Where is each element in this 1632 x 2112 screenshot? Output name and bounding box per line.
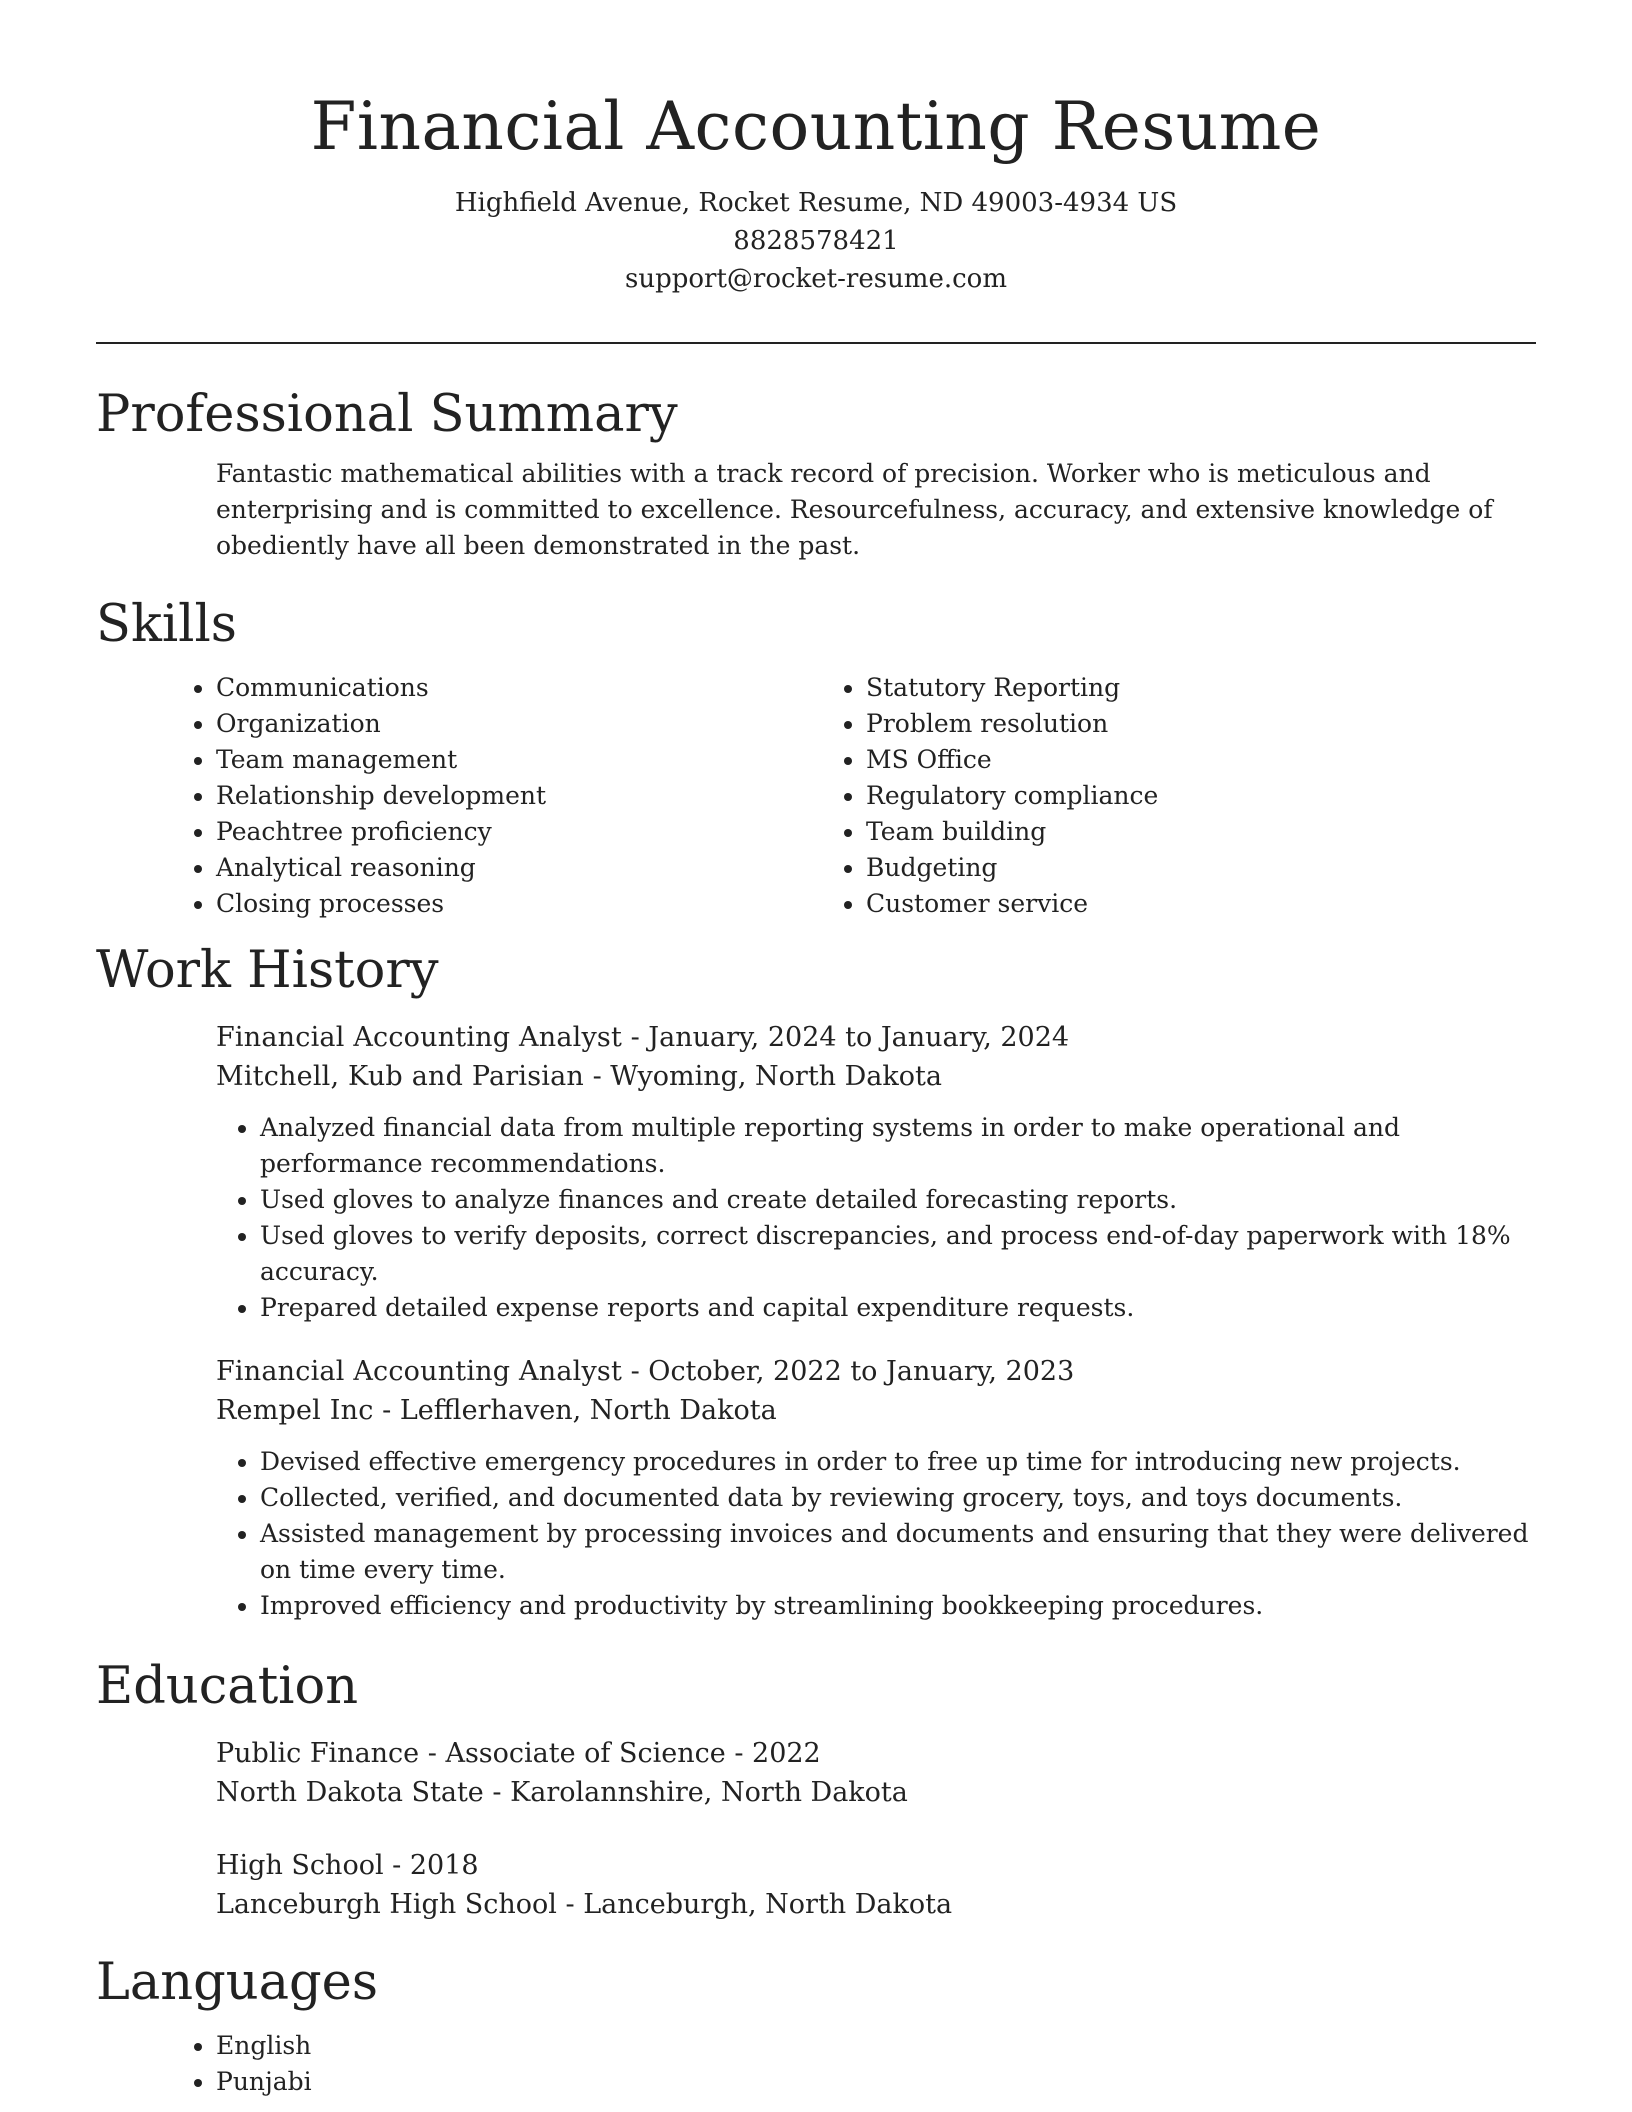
education-year: - 2022 (725, 1738, 821, 1769)
job-title-line (216, 1018, 1536, 1057)
resume-content (96, 378, 1536, 2100)
skill-item: • Organization (216, 706, 866, 742)
job-bullet: • Prepared detailed expense reports and capital expenditure requests. (260, 1290, 1536, 1326)
header-divider (96, 342, 1536, 344)
job-company: Rempel Inc (216, 1395, 374, 1426)
job-company: Mitchell, Kub and Parisian (216, 1061, 585, 1092)
languages-list (172, 2028, 1536, 2100)
education-school-line (216, 1773, 1536, 1812)
education-entry (216, 1846, 1536, 1924)
skill-item: • Regulatory compliance (866, 778, 1516, 814)
job-bullet: • Used gloves to verify deposits, correct discrepancies, and process end-of-day paperwork with 18% accuracy. (260, 1218, 1536, 1290)
skill-item: • Team management (216, 742, 866, 778)
education-location: - Karolannshire, North Dakota (483, 1777, 908, 1808)
job-entry (216, 1352, 1536, 1624)
job-dates: - January, 2024 to January, 2024 (622, 1022, 1070, 1053)
language-item: • English (216, 2028, 1536, 2064)
resume-header (0, 0, 1632, 298)
job-bullet: • Improved efficiency and productivity by streamlining bookkeeping procedures. (260, 1588, 1536, 1624)
skill-item: • MS Office (866, 742, 1516, 778)
work-heading: Work History (96, 941, 439, 1000)
skill-item: • Communications (216, 670, 866, 706)
contact-info (0, 184, 1632, 298)
education-heading: Education (96, 1657, 359, 1716)
address: Highfield Avenue, Rocket Resume, ND 49003-4934 US (454, 188, 1178, 218)
job-title: Financial Accounting Analyst (216, 1022, 623, 1053)
job-dates: - October, 2022 to January, 2023 (622, 1356, 1075, 1387)
education-school: Lanceburgh High School (216, 1889, 557, 1920)
skills-heading: Skills (96, 595, 237, 654)
job-location: - Lefflerhaven, North Dakota (373, 1395, 777, 1426)
skill-item: • Budgeting (866, 850, 1516, 886)
phone: 8828578421 (733, 226, 899, 256)
education-degree-line (216, 1846, 1536, 1885)
education-school-line (216, 1885, 1536, 1924)
job-bullets (140, 1444, 1536, 1624)
skill-item: • Peachtree proficiency (216, 814, 866, 850)
skill-item: • Problem resolution (866, 706, 1516, 742)
skills-column-left (172, 670, 866, 922)
skills-list (172, 670, 1536, 922)
job-title: Financial Accounting Analyst (216, 1356, 623, 1387)
job-bullet: • Collected, verified, and documented data by reviewing grocery, toys, and toys documents. (260, 1480, 1536, 1516)
job-bullets (140, 1110, 1536, 1326)
skill-item: • Relationship development (216, 778, 866, 814)
email: support@rocket-resume.com (624, 264, 1007, 294)
job-title-line (216, 1352, 1536, 1391)
education-school: North Dakota State (216, 1777, 484, 1808)
skill-item: • Statutory Reporting (866, 670, 1516, 706)
job-company-line (216, 1391, 1536, 1430)
languages-heading: Languages (96, 1953, 379, 2012)
job-bullet: • Assisted management by processing invoices and documents and ensuring that they were delivered on time every time. (260, 1516, 1536, 1588)
skill-item: • Customer service (866, 886, 1516, 922)
job-bullet: • Used gloves to analyze finances and create detailed forecasting reports. (260, 1182, 1536, 1218)
skills-column-right (866, 670, 1516, 922)
skill-item: • Team building (866, 814, 1516, 850)
education-year: - 2018 (383, 1850, 479, 1881)
education-entry (216, 1734, 1536, 1812)
education-degree-line (216, 1734, 1536, 1773)
job-bullet: • Analyzed financial data from multiple reporting systems in order to make operational and performance recommendations. (260, 1110, 1536, 1182)
education-location: - Lanceburgh, North Dakota (556, 1889, 953, 1920)
summary-text: Fantastic mathematical abilities with a track record of precision. Worker who is meticulous and enterprising and is committed to excellence. Resourcefulness, accuracy, and extensive knowledge of obediently have all been demonstrated in the past. (216, 459, 1493, 560)
summary-heading: Professional Summary (96, 385, 678, 444)
job-company-line (216, 1057, 1536, 1096)
resume-title: Financial Accounting Resume (310, 88, 1322, 165)
job-entry (216, 1018, 1536, 1326)
education-degree: High School (216, 1850, 384, 1881)
job-bullet: • Devised effective emergency procedures in order to free up time for introducing new projects. (260, 1444, 1536, 1480)
language-item: • Punjabi (216, 2064, 1536, 2100)
education-degree: Public Finance - Associate of Science (216, 1738, 726, 1769)
job-location: - Wyoming, North Dakota (584, 1061, 942, 1092)
skill-item: • Closing processes (216, 886, 866, 922)
skill-item: • Analytical reasoning (216, 850, 866, 886)
